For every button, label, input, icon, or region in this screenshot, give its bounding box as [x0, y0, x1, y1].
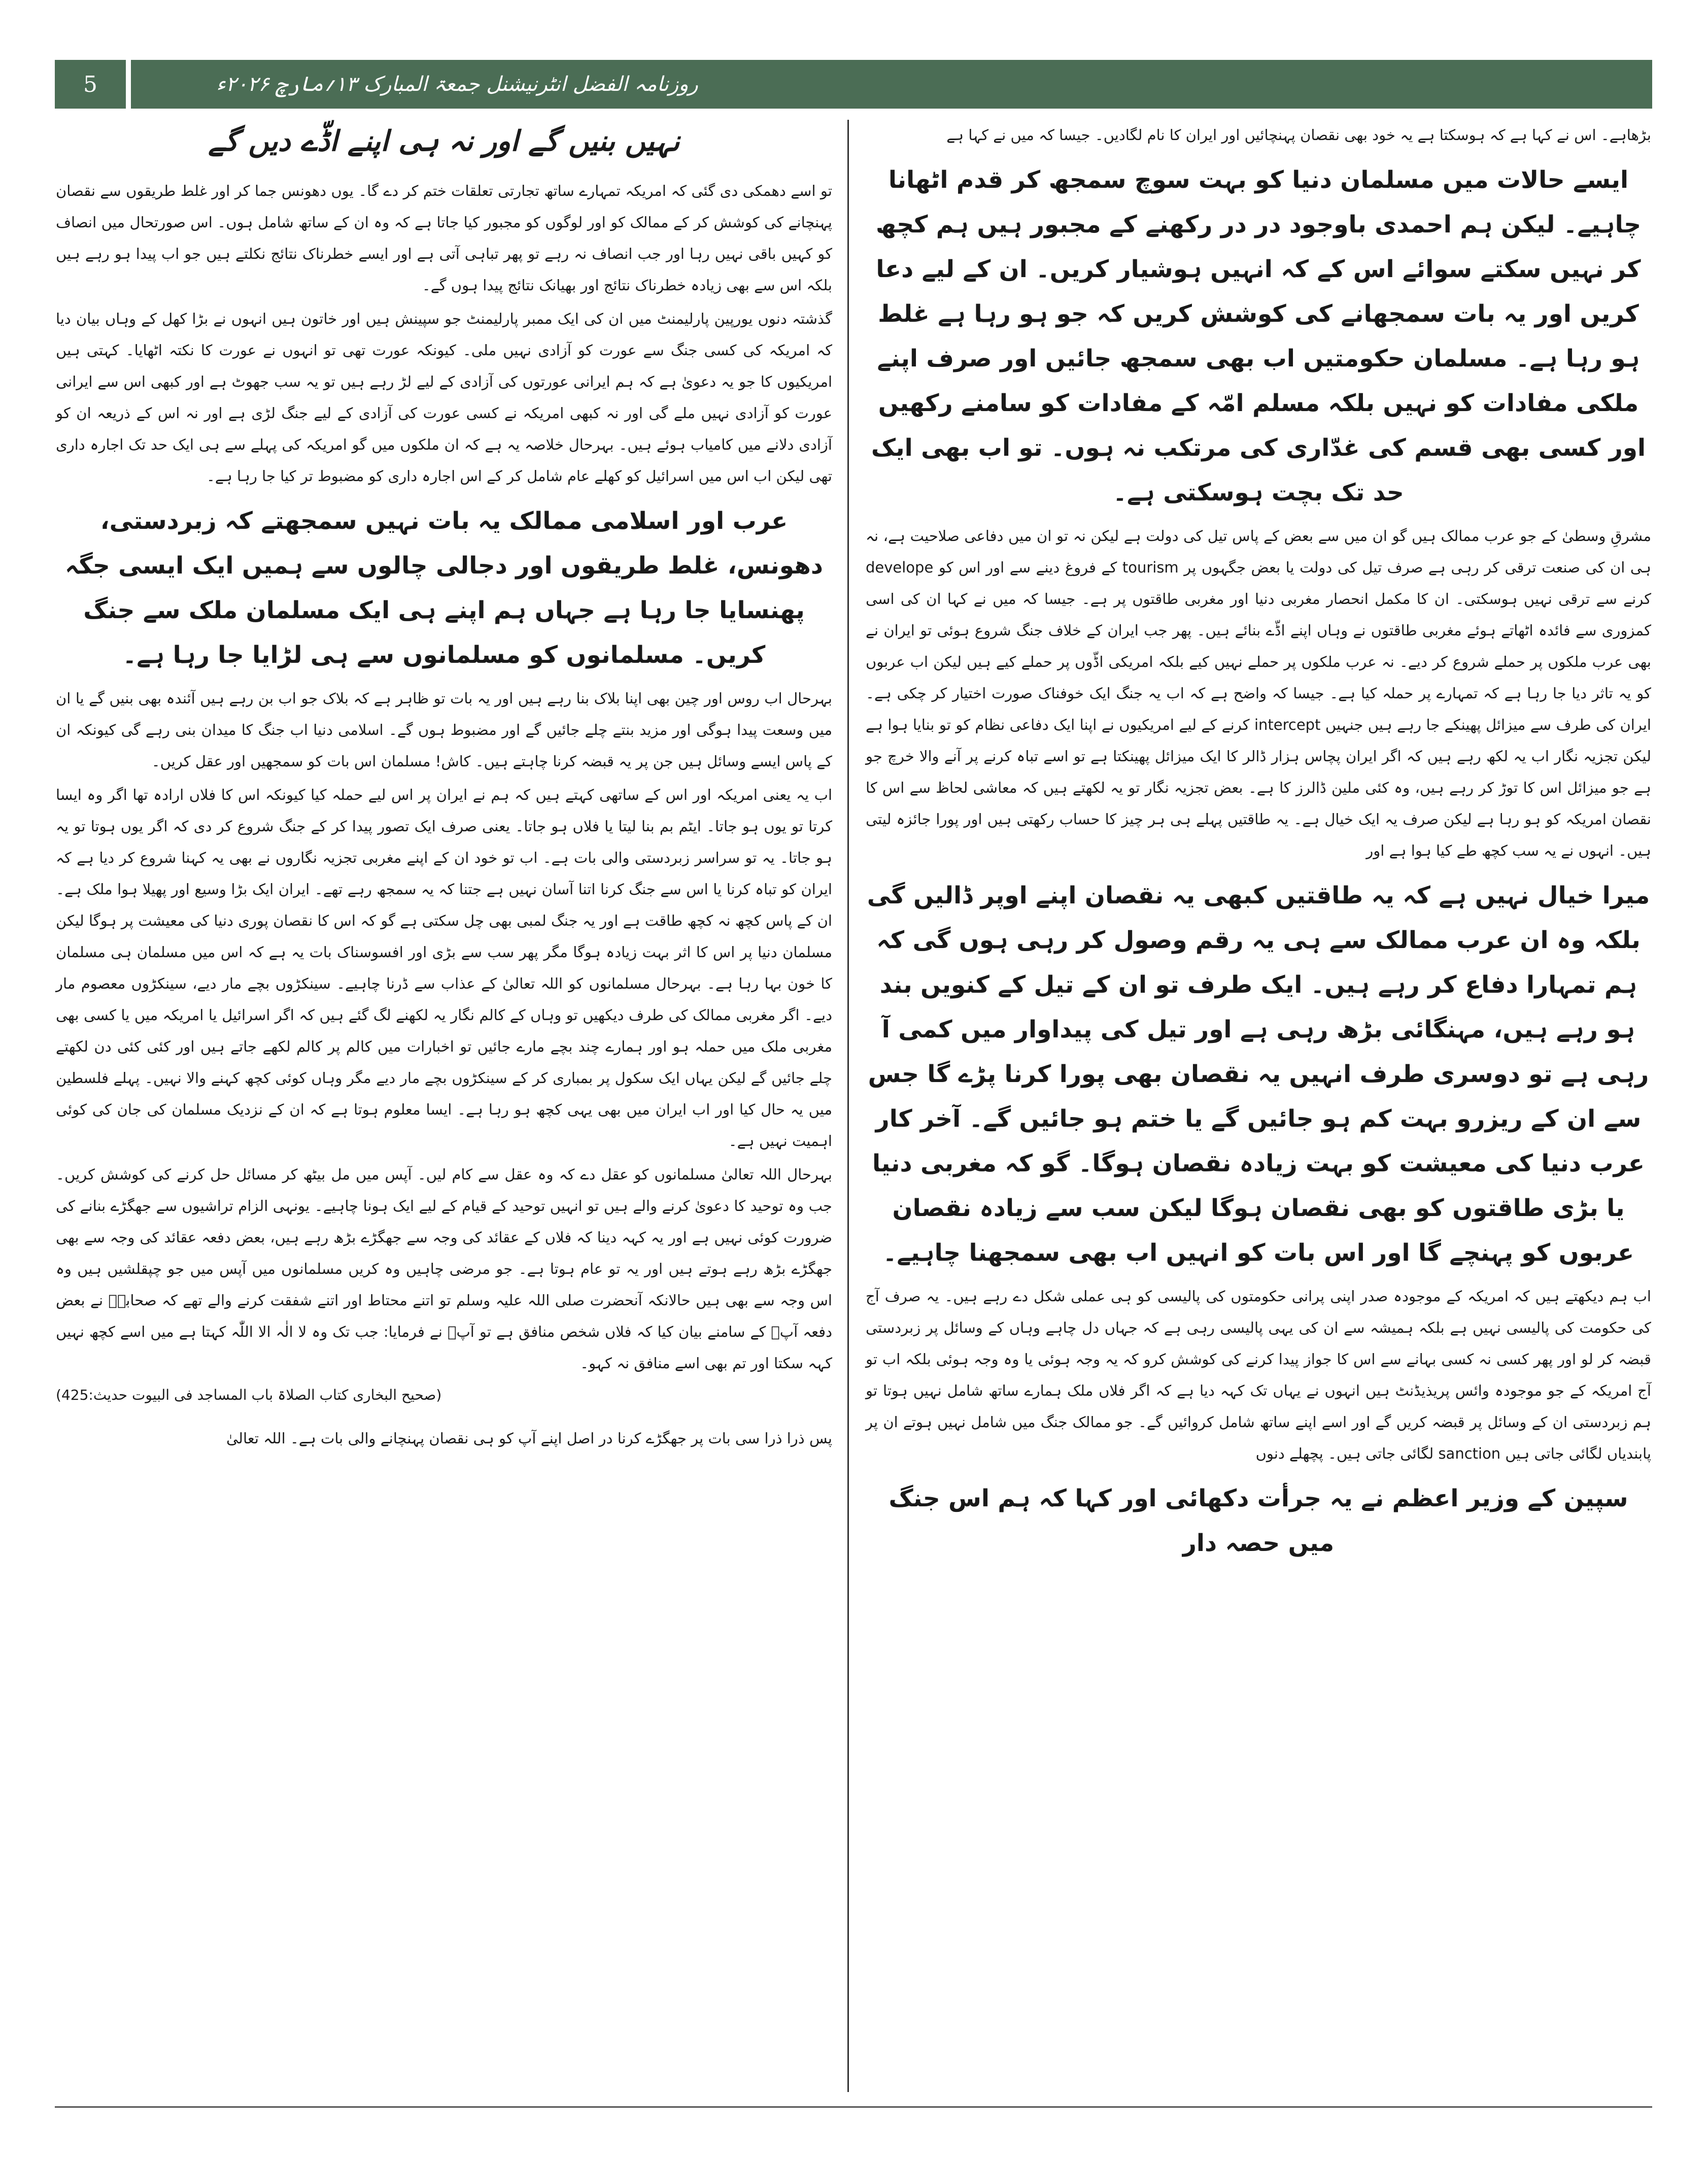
section-heading: نہیں بنیں گے اور نہ ہی اپنے اڈّے دیں گے [208, 125, 680, 158]
pull-quote: میرا خیال نہیں ہے کہ یہ طاقتیں کبھی یہ نقصان اپنے اوپر ڈالیں گی بلکہ وہ ان عرب ممالک سے ہی یہ رقم وصول کر رہی ہوں گی کہ ہم تمہارا دفاع کر رہے ہیں۔ ایک طرف تو ان کے تیل کے کنویں بند ہو رہے ہیں، مہنگائی بڑھ رہی ہے اور تیل کی پیداوار میں کمی آ رہی ہے تو دوسری طرف انہیں یہ نقصان بھی پورا کرنا پڑے گا جس سے ان کے ریزرو بہت کم ہو جائیں گے یا ختم ہو جائیں گے۔ آخر کار عرب دنیا کی معیشت کو بہت زیادہ نقصان ہوگا۔ گو کہ مغربی دنیا یا بڑی طاقتوں کو بھی نقصان ہوگا لیکن سب سے زیادہ نقصان عربوں کو پہنچے گا اور اس بات کو انہیں اب بھی سمجھنا چاہیے۔ [867, 882, 1650, 1267]
right-column [866, 119, 1651, 1571]
page-header [55, 60, 1652, 109]
left-column [56, 119, 832, 1456]
paragraph: بڑھاہے۔ اس نے کہا ہے کہ ہوسکتا ہے یہ خود بھی نقصان پہنچائیں اور ایران کا نام لگادیں۔ جیسا کہ میں نے کہا ہے [946, 126, 1651, 144]
page-number: 5 [55, 60, 131, 109]
paragraph: مشرقِ وسطیٰ کے جو عرب ممالک ہیں گو ان میں سے بعض کے پاس تیل کی دولت ہے لیکن نہ تو ان میں دفاعی صلاحیت ہے، نہ ہی ان کی صنعت ترقی کر رہی ہے صرف تیل کی دولت یا بعض جگہوں پر tourism کے فروغ دینے سے اور اس کو develope کرنے سے ترقی نہیں ہوسکتی۔ ان کا مکمل انحصار مغربی دنیا اور مغربی طاقتوں پر ہے۔ جیسا کہ میں نے کہا ان کی اسی کمزوری سے فائدہ اٹھاتے ہوئے مغربی طاقتوں نے وہاں اپنے اڈّے بنائے ہیں۔ پھر جب ایران کے خلاف جنگ شروع ہوئی تو ایران نے بھی عرب ملکوں پر حملے شروع کر دیے۔ نہ عرب ملکوں پر حملے نہیں کیے بلکہ امریکی اڈّوں پر حملے کیے ہیں لیکن اب عربوں کو یہ تاثر دیا جا رہا ہے کہ تمہارے پر حملہ کیا ہے۔ جیسا کہ واضح ہے کہ اب یہ جنگ ایک خوفناک صورت اختیار کر چکی ہے۔ ایران کی طرف سے میزائل پھینکے جا رہے ہیں جنہیں intercept کرنے کے لیے امریکیوں نے اپنا ایک دفاعی نظام کو تو بنایا ہوا ہے لیکن تجزیہ نگار اب یہ لکھ رہے ہیں کہ اگر ایران پچاس ہزار ڈالر کا ایک میزائل پھینکتا ہے تو اسے تباہ کرنے پر آنے والا خرچ جو ہے جو میزائل اس کا توڑ کر رہے ہیں، وہ کئی ملین ڈالرز کا ہے۔ بعض تجزیہ نگار تو یہ لکھتے ہیں کہ معاشی لحاظ سے اس کا نقصان امریکہ کو ہو رہا ہے لیکن صرف یہ ایک خیال ہے۔ یہ طاقتیں پہلے ہی ہر چیز کا حساب رکھتی ہیں اور پورا جائزہ لیتی ہیں۔ انہوں نے یہ سب کچھ طے کیا ہوا ہے اور [866, 527, 1652, 859]
pull-quote: عرب اور اسلامی ممالک یہ بات نہیں سمجھتے کہ زبردستی، دھونس، غلط طریقوں اور دجالی چالوں سے ہمیں ایک ایسی جگہ پھنسایا جا رہا ہے جہاں ہم اپنے ہی ایک مسلمان ملک سے جنگ کریں۔ مسلمانوں کو مسلمانوں سے ہی لڑایا جا رہا ہے۔ [65, 507, 823, 669]
hadith-reference: (صحیح البخاری کتاب الصلاۃ باب المساجد فی البیوت حدیث:425) [56, 1387, 442, 1403]
footer-rule [55, 2106, 1652, 2108]
paragraph: پس ذرا ذرا سی بات پر جھگڑے کرنا در اصل اپنے آپ کو ہی نقصان پہنچانے والی بات ہے۔ اللہ تعالیٰ [226, 1430, 832, 1447]
column-divider [847, 120, 849, 2092]
masthead: روزنامہ الفضل انٹرنیشنل جمعۃ المبارک ۱۳؍مارچ ۲۰۲۶ء [216, 73, 698, 96]
paragraph: اب ہم دیکھتے ہیں کہ امریکہ کے موجودہ صدر اپنی پرانی حکومتوں کی پالیسی کو ہی عملی شکل دے رہے ہیں۔ یہ صرف آج کی حکومت کی پالیسی نہیں ہے بلکہ ہمیشہ سے ان کی یہی پالیسی رہی ہے کہ جہاں دل چاہے وہاں کے وسائل پر زبردستی قبضہ کر لو اور پھر کسی نہ کسی بہانے سے اس کا جواز پیدا کرنے کی کوشش کرو کہ یہ وجہ ہوئی یا وہ وجہ ہوئی بلکہ اب تو آج امریکہ کے جو موجودہ وائس پریذیڈنٹ ہیں انہوں نے یہاں تک کہہ دیا ہے کہ اگر فلاں ملک ہمارے ساتھ شامل نہیں ہوتا تو ہم زبردستی ان کے وسائل پر قبضہ کریں گے اور اسے اپنے ساتھ شامل کروائیں گے۔ جو ممالک جنگ میں شامل نہیں ہوتے ان پر پابندیاں لگائی جاتی ہیں sanction لگائی جاتی ہیں۔ پچھلے دنوں [866, 1288, 1651, 1462]
pull-quote: سپین کے وزیر اعظم نے یہ جرأت دکھائی اور کہا کہ ہم اس جنگ میں حصہ دار [889, 1485, 1628, 1557]
paragraph: اب یہ یعنی امریکہ اور اس کے ساتھی کہتے ہیں کہ ہم نے ایران پر اس لیے حملہ کیا کیونکہ اس کا فلاں ارادہ تھا اگر وہ ایسا کرتا تو یوں ہو جاتا۔ ایٹم بم بنا لیتا یا فلاں ہو جاتا۔ یعنی صرف ایک تصور پیدا کر کے جنگ شروع کر دی کہ اگر یوں ہوتا تو یہ ہو جاتا۔ یہ تو سراسر زبردستی والی بات ہے۔ اب تو خود ان کے اپنے مغربی تجزیہ نگاروں نے بھی یہ کہنا شروع کر دیا ہے کہ ایران کو تباہ کرنا یا اس سے جنگ کرنا اتنا آسان نہیں ہے جتنا کہ یہ سمجھ رہے تھے۔ ایران ایک بڑا وسیع اور پھیلا ہوا ملک ہے۔ ان کے پاس کچھ نہ کچھ طاقت ہے اور یہ جنگ لمبی بھی چل سکتی ہے گو کہ اس کا نقصان پوری دنیا کی معیشت پر ہوگا لیکن مسلمان دنیا پر اس کا اثر بہت زیادہ ہوگا مگر پھر سب سے بڑی اور افسوسناک بات یہ ہے کہ اس میں مسلمان ہی مسلمان کا خون بہا رہا ہے۔ بہرحال مسلمانوں کو اللہ تعالیٰ کے عذاب سے ڈرنا چاہیے۔ سینکڑوں بچے مار دیے، سینکڑوں معصوم مار دیے۔ اگر مغربی ممالک کی طرف دیکھیں تو وہاں کے کالم نگار یہ لکھنے لگ گئے ہیں کہ اگر اسرائیل یا امریکہ میں یا کسی بھی مغربی ملک میں حملہ ہو اور ہمارے چند بچے مارے جائیں تو اخبارات میں کالم پر کالم لکھے جاتے ہیں اور کئی کئی دن لکھتے چلے جائیں گے لیکن یہاں ایک سکول پر بمباری کر کے سینکڑوں بچے مار دیے مگر وہاں کوئی کچھ کہنے والا نہیں۔ پہلے فلسطین میں یہ حال کیا اور اب ایران میں بھی یہی کچھ ہو رہا ہے۔ ایسا معلوم ہوتا ہے کہ ان کے نزدیک مسلمان کی جان کی کوئی اہمیت نہیں ہے۔ [56, 786, 832, 1150]
pull-quote: ایسے حالات میں مسلمان دنیا کو بہت سوچ سمجھ کر قدم اٹھانا چاہیے۔ لیکن ہم احمدی باوجود در در رکھنے کے مجبور ہیں ہم کچھ کر نہیں سکتے سوائے اس کے کہ انہیں ہوشیار کریں۔ ان کے لیے دعا کریں اور یہ بات سمجھانے کی کوشش کریں کہ جو ہو رہا ہے غلط ہو رہا ہے۔ مسلمان حکومتیں اب بھی سمجھ جائیں اور صرف اپنے ملکی مفادات کو نہیں بلکہ مسلم امّہ کے مفادات کو سامنے رکھیں اور کسی بھی قسم کی غدّاری کی مرتکب نہ ہوں۔ تو اب بھی ایک حد تک بچت ہوسکتی ہے۔ [871, 166, 1646, 507]
paragraph: تو اسے دھمکی دی گئی کہ امریکہ تمہارے ساتھ تجارتی تعلقات ختم کر دے گا۔ یوں دھونس جما کر اور غلط طریقوں سے نقصان پہنچانے کی کوشش کر کے ممالک کو اور لوگوں کو مجبور کیا جاتا ہے کہ وہ ان کے ساتھ شامل ہوں۔ اس صورتحال میں انصاف کو کہیں باقی نہیں رہا اور جب انصاف نہ رہے تو پھر تباہی آتی ہے اور ایسے خطرناک نتائج نکلتے ہیں جو اب پیدا ہو رہے ہیں بلکہ اس سے بھی زیادہ خطرناک نتائج اور بھیانک نتائج پیدا ہوں گے۔ [56, 182, 832, 294]
paragraph: بہرحال اب روس اور چین بھی اپنا بلاک بنا رہے ہیں اور یہ بات تو ظاہر ہے کہ بلاک جو اب بن رہے ہیں آئندہ بھی بنیں گے یا ان میں وسعت پیدا ہوگی اور مزید بنتے چلے جائیں گے اور مضبوط ہوں گے۔ اسلامی دنیا اب جنگ کا میدان بنی رہے گی کیونکہ ان کے پاس ایسے وسائل ہیں جن پر یہ قبضہ کرنا چاہتے ہیں۔ کاش! مسلمان اس بات کو سمجھیں اور عقل کریں۔ [56, 690, 832, 770]
paragraph: گذشتہ دنوں یورپین پارلیمنٹ میں ان کی ایک ممبر پارلیمنٹ جو سپینش ہیں اور خاتون ہیں انہوں نے بڑا کھل کے وہاں بیان دیا کہ امریکہ کی کسی جنگ سے عورت کو آزادی نہیں ملی۔ کیونکہ عورت تھی تو انہوں نے عورت کا نکتہ اٹھایا۔ کہتی ہیں امریکیوں کا جو یہ دعویٰ ہے کہ ہم ایرانی عورتوں کی آزادی کے لیے لڑ رہے ہیں تو یہ سب جھوٹ ہے اور کبھی اس سے ایرانی عورت کو آزادی نہیں ملے گی اور نہ کبھی امریکہ نے کسی عورت کی آزادی کے لیے جنگ لڑی ہے اور نہ اس کے ذریعہ ان کو آزادی دلانے میں کامیاب ہوئے ہیں۔ بہرحال خلاصہ یہ ہے کہ ان ملکوں میں گو امریکہ کی پہلے سے ہی ایک حد تک اجارہ داری تھی لیکن اب اس میں اسرائیل کو کھلے عام شامل کر کے اس اجارہ داری کو مضبوط تر کیا جا رہا ہے۔ [56, 310, 832, 485]
paragraph: بہرحال اللہ تعالیٰ مسلمانوں کو عقل دے کہ وہ عقل سے کام لیں۔ آپس میں مل بیٹھ کر مسائل حل کرنے کی کوشش کریں۔ جب وہ توحید کا دعویٰ کرنے والے ہیں تو انہیں توحید کے قیام کے لیے ایک ہونا چاہیے۔ یونہی الزام تراشیوں سے جھگڑے بنانے کی ضرورت کوئی نہیں ہے اور یہ کہہ دینا کہ فلاں کے عقائد کی وجہ سے جھگڑے بڑھ رہے ہیں، بعض دفعہ عقائد کی وجہ سے بھی جھگڑے بڑھ رہے ہوتے ہیں اور یہ تو عام ہوتا ہے۔ جو مرضی چاہیں وہ کریں مسلمانوں میں آپس میں جو چپقلشیں ہیں وہ اس وجہ سے بھی ہیں حالانکہ آنحضرت صلی اللہ علیہ وسلم تو اتنے محتاط اور اتنے شفقت کرنے والے تھے کہ صحابہؓ نے بعض دفعہ آپؐ کے سامنے بیان کیا کہ فلاں شخص منافق ہے تو آپؐ نے فرمایا: جب تک وہ لا الٰہ الا اللّٰہ کہتا ہے میں اسے کچھ نہیں کہہ سکتا اور تم بھی اسے منافق نہ کہو۔ [56, 1166, 832, 1372]
